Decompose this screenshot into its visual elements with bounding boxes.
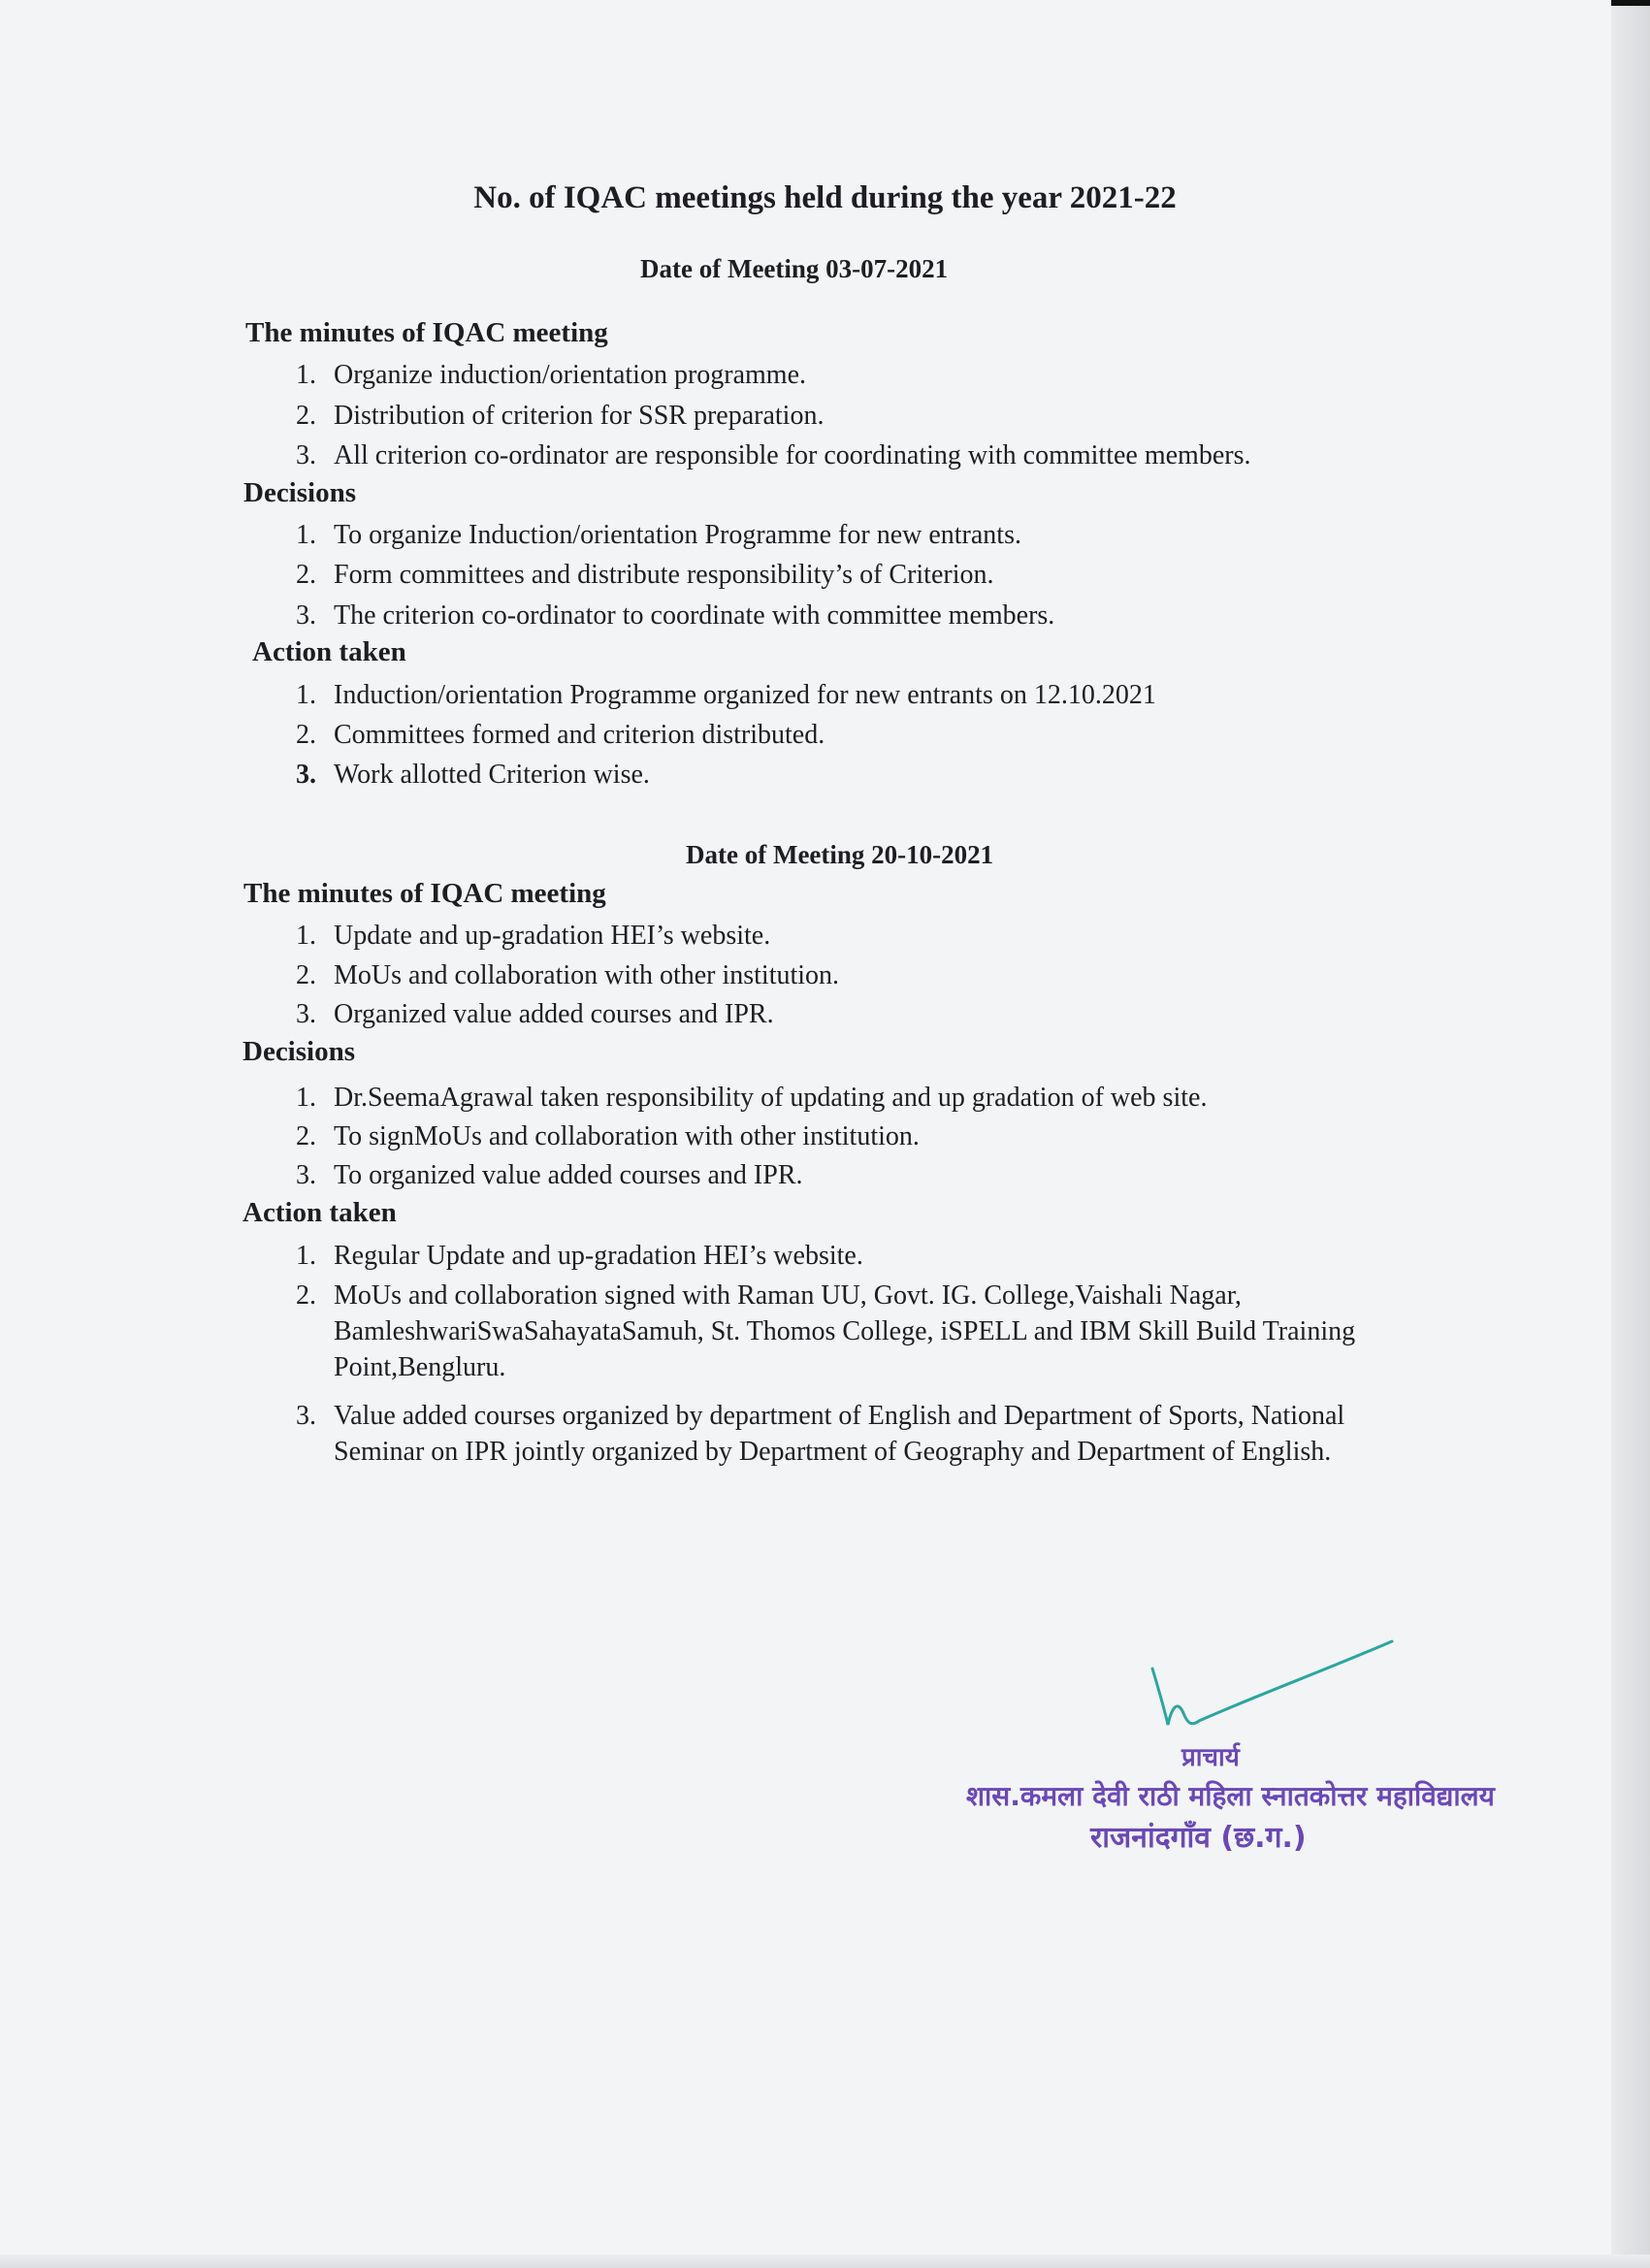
stamp-location: राजनांदगाँव (छ.ग.) — [1090, 1821, 1307, 1855]
list-item: 2. MoUs and collaboration signed with Raman UU, Govt. IG. College,Vaishali Nagar, BamleshwariSwaSahayataSamuh, St. Thomos College, iSPELL and IBM Skill Build Training Point,Bengluru. — [296, 1280, 1356, 1382]
stamp-designation: प्राचार्य — [1181, 1743, 1240, 1772]
meeting-1-action-heading: Action taken — [252, 636, 406, 667]
scan-corner-mark — [1611, 0, 1650, 6]
meeting-1-date: Date of Meeting 03-07-2021 — [640, 254, 949, 283]
scan-edge-right — [1611, 0, 1650, 2268]
scan-edge-bottom — [0, 2254, 1650, 2268]
document-title: No. of IQAC meetings held during the year 2021-22 — [473, 180, 1177, 215]
list-item: 3. Value added courses organized by department of English and Department of Sports, National Seminar on IPR jointly organized by Department of Geography and Department of English. — [296, 1401, 1345, 1467]
meeting-2-minutes-heading: The minutes of IQAC meeting — [243, 878, 606, 909]
principal-signature — [1135, 1639, 1397, 1746]
meeting-1-minutes-heading: The minutes of IQAC meeting — [245, 317, 608, 348]
meeting-1-decisions-heading: Decisions — [243, 477, 356, 508]
meeting-2-action-heading: Action taken — [243, 1197, 397, 1228]
meeting-2-date: Date of Meeting 20-10-2021 — [686, 840, 994, 869]
stamp-institution: शास.कमला देवी राठी महिला स्नातकोत्तर महाविद्यालय — [966, 1780, 1495, 1812]
scanned-page: No. of IQAC meetings held during the year 2021-22 Date of Meeting 03-07-2021 The minutes of IQAC meeting 1. Organize induction/orientation programme. 2. Distribution of criterion for SSR preparation. 3. All criterion co-ordinator are responsible for coordinating with committee members. Decisions 1. To organize Induction/orientation Programme for new entrants. 2. Form committees and distribute responsibility’s of Criterion. 3. The criterion co-ordinator to coordinate with committee members. Action taken 1. Induction/orientation Programme organized for new entrants on 12.10.2021 2. Committees formed and criterion distributed. 3. Work allotted Criterion wise. Date of Meeting 20-10-2021 The minutes of IQAC meeting 1. Update and up-gradation HEI’s website. 2. MoUs and collaboration with other institution. 3. Organized value added courses and IPR. Decisions 1. Dr.SeemaAgrawal taken responsibility of updating and up gradation of web site. 2. To signMoUs and collaboration with other institution. 3. To organized value added courses and IPR. Action taken 1. Regular Update and up-gradation HEI’s website. 2. MoUs and collaboration signed with Raman UU, Govt. IG. College,Vaishali Nagar, BamleshwariSwaSahayataSamuh, St. Thomos College, iSPELL and IBM Skill Build Training Point,Bengluru. 3. Value added courses organized by department of English and Department of Sports, National Seminar on IPR jointly organized by Department of Geography and Department of English. प्राचार्य शास.कमला देवी राठी महिला स्नातकोत्तर महाविद्यालय राजनांदगाँव (छ.ग.) — [0, 0, 1650, 2268]
meeting-2-decisions-heading: Decisions — [243, 1036, 355, 1067]
